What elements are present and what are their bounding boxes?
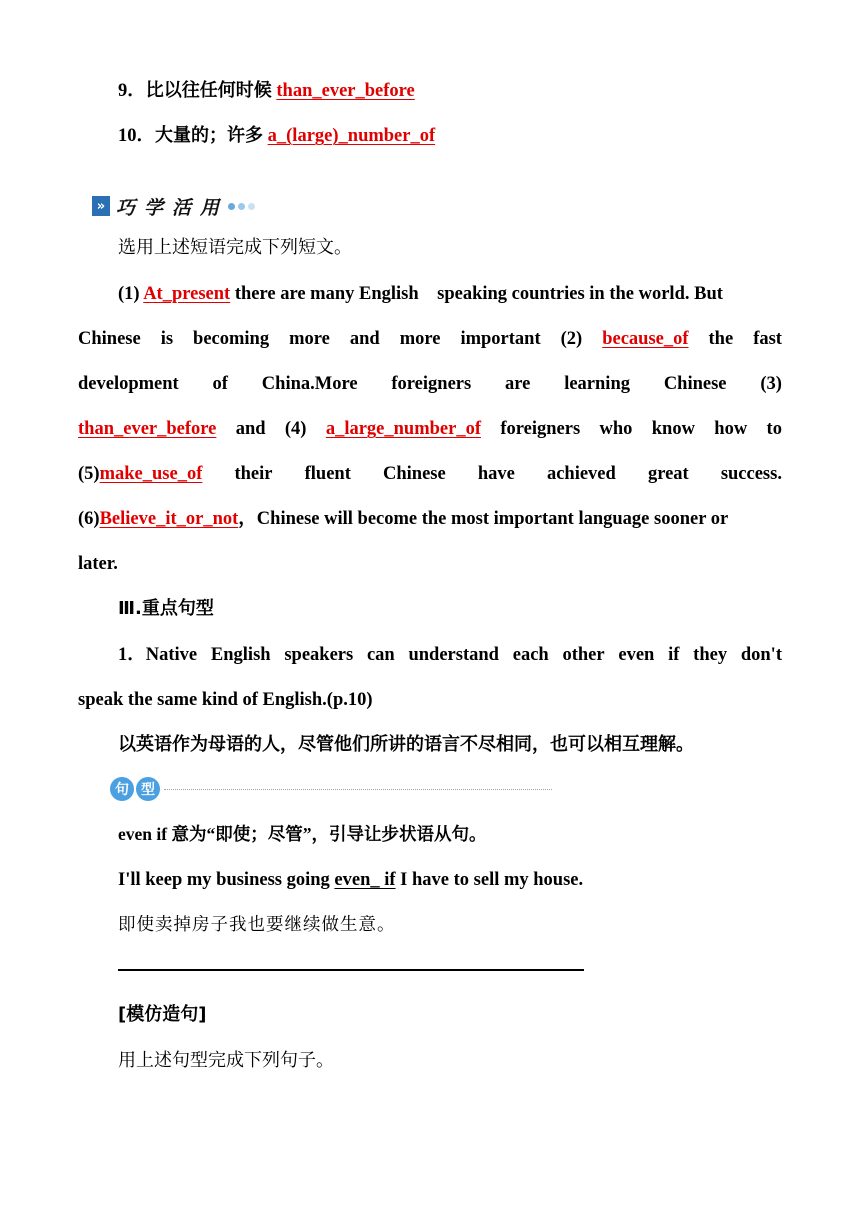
dotted-divider xyxy=(164,789,552,790)
answer-3: than_ever_before xyxy=(78,419,217,439)
imitate-title: [模仿造句] xyxy=(118,1004,207,1025)
section-header-qiaoxue: » 巧学活用 xyxy=(92,192,255,220)
section-3-title: Ⅲ.重点句型 xyxy=(118,598,214,619)
imitate-instruction: 用上述句型完成下列句子。 xyxy=(118,1050,334,1071)
item-9: 9．比以往任何时候 than_ever_before xyxy=(118,80,415,101)
example-sentence: I'll keep my business going even_ if I have to sell my house. xyxy=(118,870,584,890)
instruction: 选用上述短语完成下列短文。 xyxy=(118,237,352,258)
passage-line-2: Chinese is becoming more and more important (2) because_of the fast xyxy=(78,329,782,349)
answer-6: Believe_it_or_not xyxy=(99,509,239,529)
answer-1: At_present xyxy=(143,284,231,304)
sentence-line-1: 1．Native English speakers can understand each other even if they don't xyxy=(118,645,782,665)
answer-than-ever-before: than_ever_before xyxy=(276,81,415,101)
answer-4: a_large_number_of xyxy=(325,419,481,439)
answer-blank-line xyxy=(118,969,584,971)
passage-line-6: (6)Believe_it_or_not，Chinese will become the most important language sooner or xyxy=(78,509,729,529)
dots-icon xyxy=(228,203,255,210)
passage-line-1: (1) At_present there are many English speaking countries in the world. But xyxy=(118,284,723,304)
double-chevron-right-icon: » xyxy=(92,196,110,216)
passage-line-5: (5)make_use_of their fluent Chinese have achieved great success. xyxy=(78,464,782,484)
sentence-line-2: speak the same kind of English.(p.10) xyxy=(78,690,373,710)
answer-2: because_of xyxy=(602,329,689,349)
passage-line-4: than_ever_before and (4) a_large_number_of foreigners who know how to xyxy=(78,419,782,439)
sentence-translation: 以英语作为母语的人，尽管他们所讲的语言不尽相同，也可以相互理解。 xyxy=(118,734,694,755)
pattern-explanation: even if 意为“即使；尽管”，引导让步状语从句。 xyxy=(118,824,487,844)
answer-a-large-number-of: a_(large)_number_of xyxy=(267,126,436,146)
pattern-badge: 句 型 xyxy=(110,777,552,801)
example-translation: 即使卖掉房子我也要继续做生意。 xyxy=(118,915,396,935)
passage-line-3: development of China.More foreigners are learning Chinese (3) xyxy=(78,374,782,394)
answer-5: make_use_of xyxy=(99,464,203,484)
item-10: 10．大量的；许多 a_(large)_number_of xyxy=(118,125,436,146)
passage-line-7: later. xyxy=(78,554,118,574)
